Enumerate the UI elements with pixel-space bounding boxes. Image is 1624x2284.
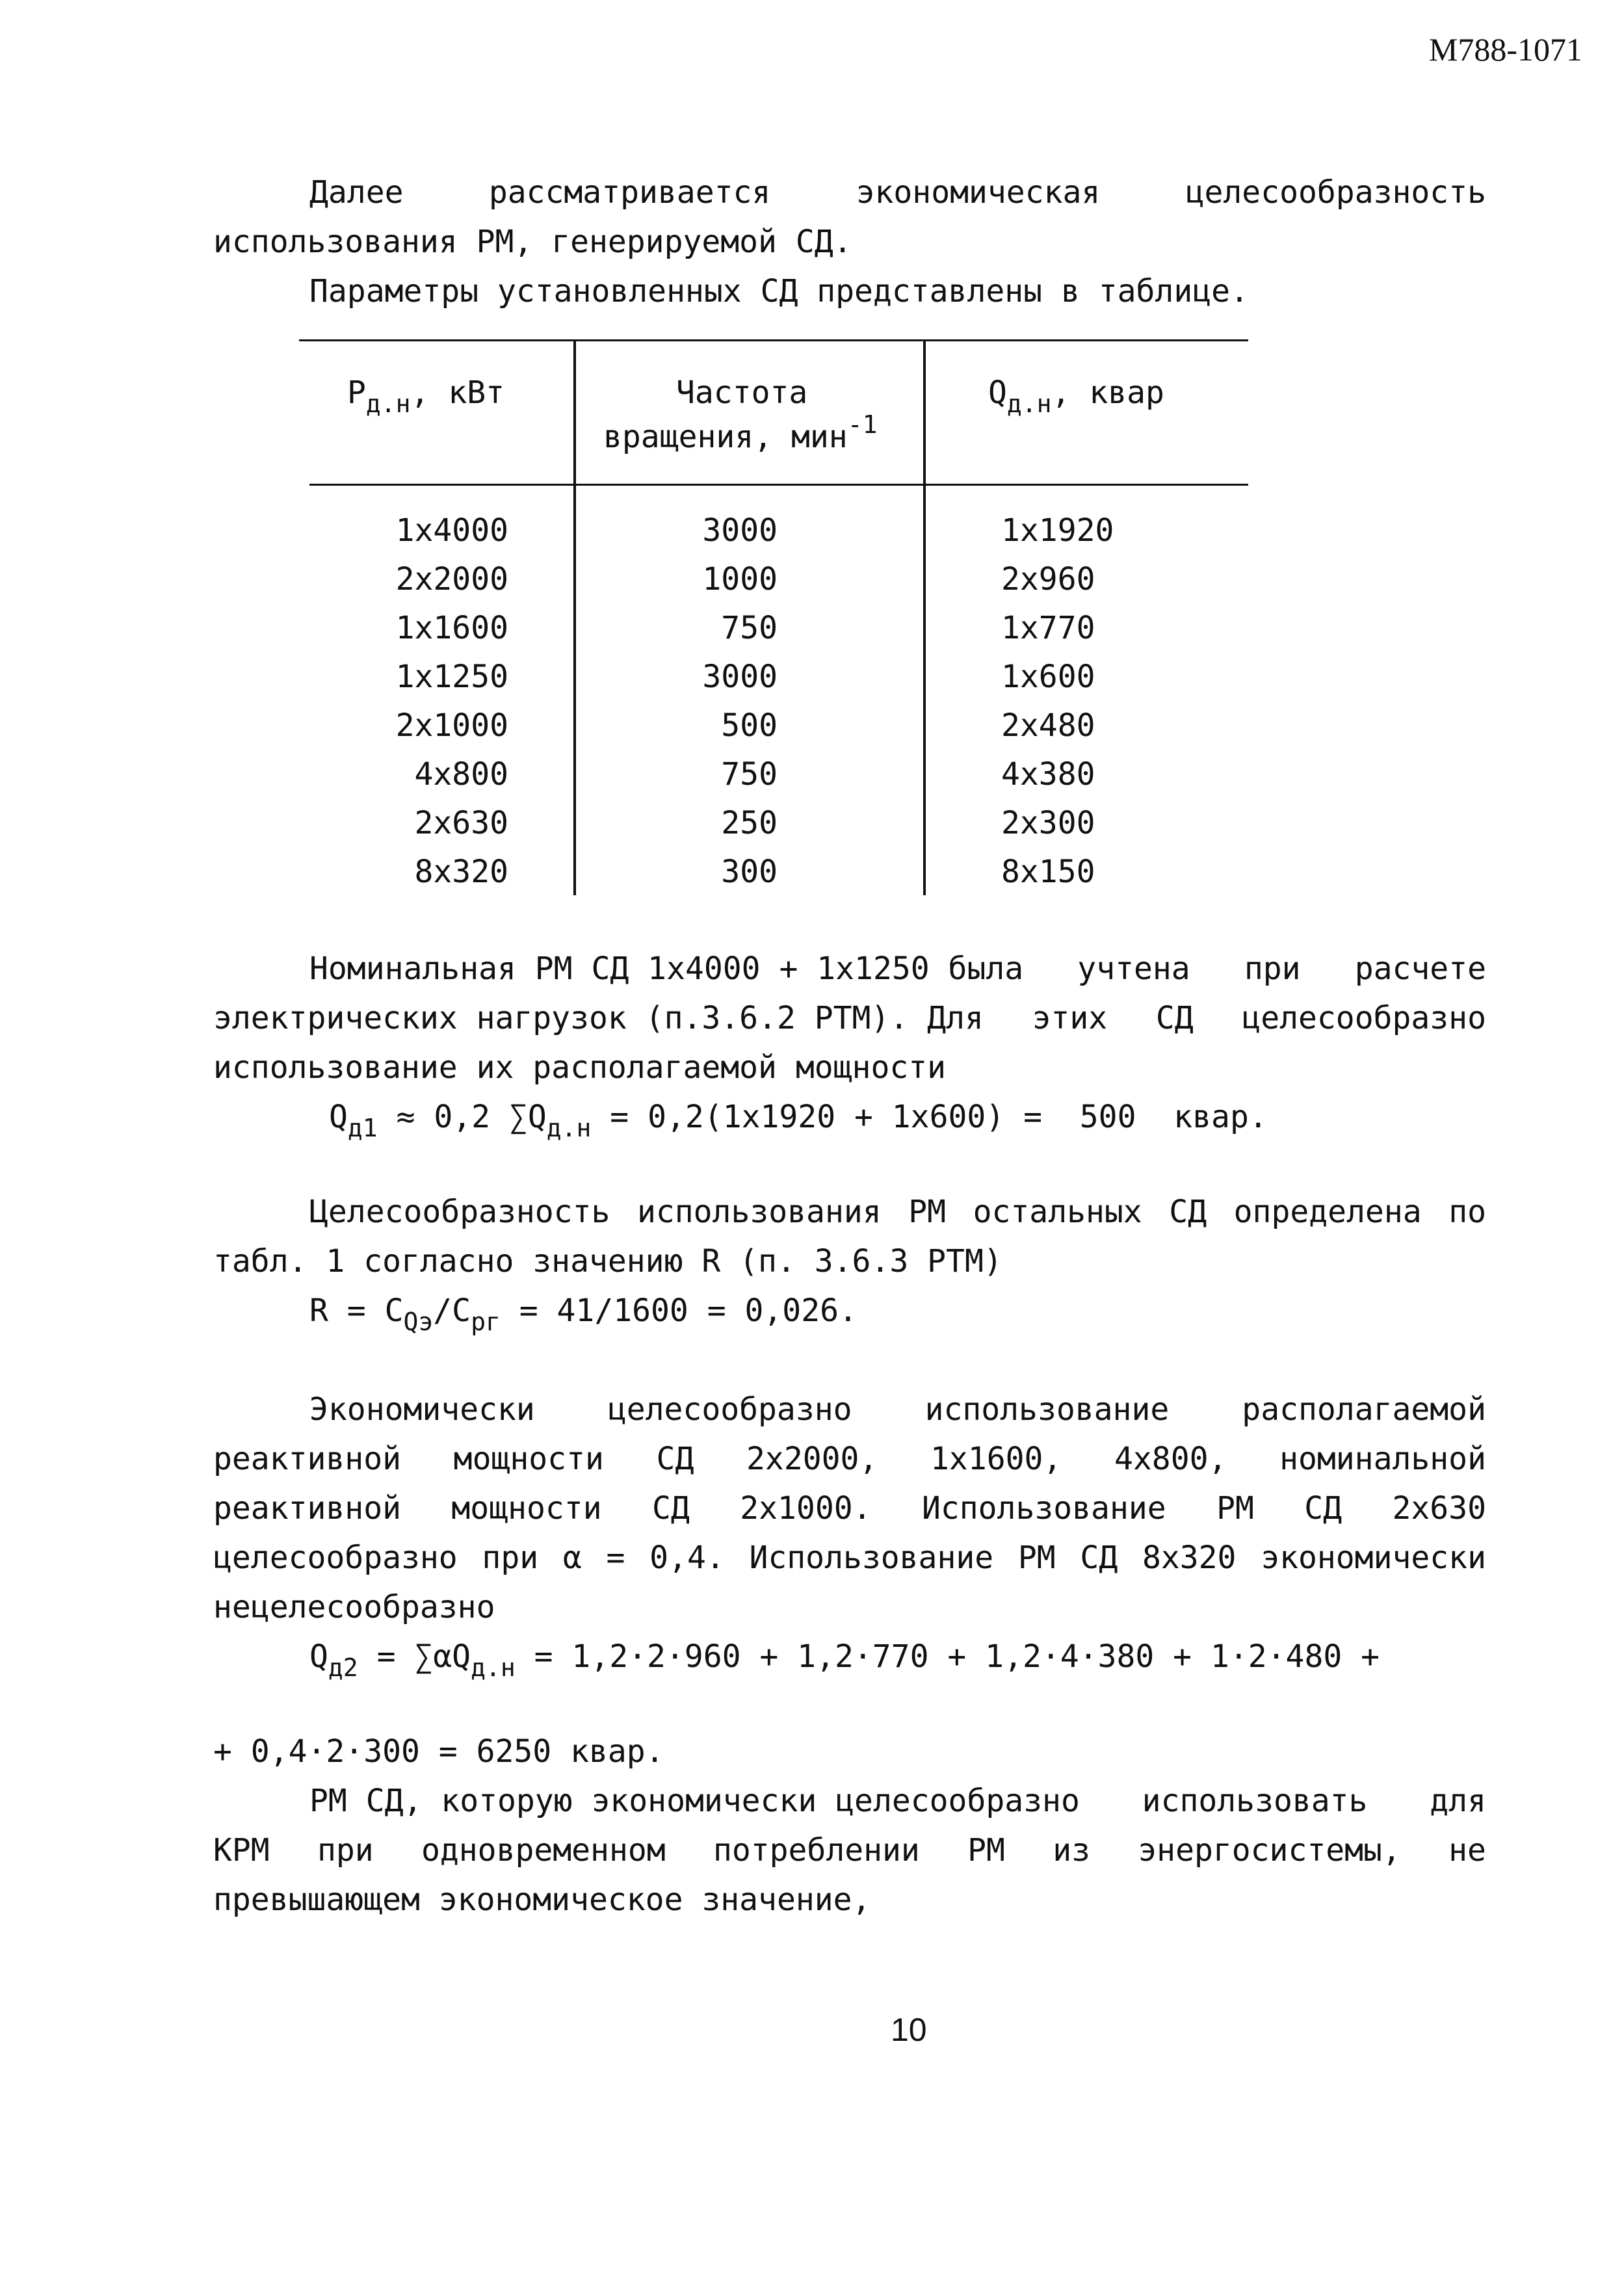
cell-power: 1х1600	[395, 610, 508, 646]
cell-reactive: 2х960	[1001, 561, 1095, 597]
word: СД	[1304, 1490, 1342, 1527]
word: этих	[1032, 1000, 1108, 1036]
phrase: Номинальная РМ СД 1х4000 + 1х1250 была	[309, 951, 1024, 987]
word: рассматривается	[488, 174, 771, 211]
formula-r: $R = C_{Qэ}/C_{рг} = 41/1600 = 0,026$.	[309, 1293, 858, 1336]
page-number: 10	[891, 2012, 927, 2048]
para2-line-1	[309, 944, 1486, 993]
cell-reactive: 1х600	[1001, 659, 1095, 695]
word: Использование	[921, 1490, 1166, 1527]
para4-line-5: нецелесообразно	[213, 1589, 495, 1625]
cell-power: 1х1250	[395, 659, 508, 695]
word: 4х800,	[1114, 1441, 1227, 1477]
word: 0,4.	[649, 1540, 725, 1576]
word: при	[317, 1832, 374, 1869]
word: мощности	[451, 1490, 602, 1527]
table-header-rule	[309, 484, 1248, 486]
cell-frequency: 300	[721, 854, 778, 890]
cell-reactive: 2х480	[1001, 707, 1095, 744]
header-reactive-power: $Q_{д.н}$, квар	[988, 374, 1164, 418]
formula-qd1: $Q_{д1} \approx 0,2$ $\sum Q_{д.н} = 0,2(1х1920 + 1х600) = 500$ квар.	[329, 1099, 1268, 1142]
table-top-rule	[299, 339, 1248, 341]
word: КРМ	[213, 1832, 270, 1869]
header-frequency-line-1: Частота	[676, 374, 808, 411]
cell-reactive: 2х300	[1001, 805, 1095, 841]
word: мощности	[453, 1441, 604, 1477]
word: 1х1600,	[930, 1441, 1062, 1477]
para4-line-4	[213, 1533, 1486, 1582]
word: СД	[652, 1490, 690, 1527]
phrase: РМ СД, которую экономически целесообразно	[309, 1783, 1080, 1819]
para5-line-1	[309, 1776, 1486, 1826]
word: использовать	[1142, 1783, 1368, 1819]
cell-power: 2х1000	[395, 707, 508, 744]
word: Далее	[309, 174, 404, 211]
word: РМ	[1017, 1540, 1056, 1576]
formula-qd2-continuation: + 0,4·2·300 = 6250 квар.	[213, 1733, 664, 1770]
word: по	[1448, 1194, 1486, 1230]
word: СД	[1155, 1000, 1194, 1036]
word: 2х2000,	[746, 1441, 878, 1477]
table-column-divider	[923, 339, 926, 895]
word: располагаемой	[1242, 1391, 1486, 1428]
header-power: $P_{д.н}$, кВт	[347, 374, 505, 418]
word: экономическая	[856, 174, 1101, 211]
table-column-divider	[573, 339, 576, 895]
word: реактивной	[213, 1490, 401, 1527]
phrase: электрических нагрузок (п.3.6.2 РТМ). Для	[213, 1000, 984, 1036]
word: экономически	[1261, 1540, 1486, 1576]
word: не	[1448, 1832, 1486, 1869]
cell-reactive: 1х1920	[1001, 512, 1114, 549]
cell-frequency: 500	[721, 707, 778, 744]
word: 8х320	[1142, 1540, 1237, 1576]
para4-line-1	[309, 1385, 1486, 1434]
word: =	[606, 1540, 625, 1576]
word: остальных	[973, 1194, 1142, 1230]
word: для	[1430, 1783, 1486, 1819]
para2-line-2	[213, 993, 1486, 1043]
word: Использование	[749, 1540, 994, 1576]
word: 2х630	[1392, 1490, 1486, 1527]
word: энергосистемы,	[1138, 1832, 1401, 1869]
cell-reactive: 4х380	[1001, 756, 1095, 793]
cell-frequency: 750	[721, 610, 778, 646]
para4-line-3	[213, 1484, 1486, 1533]
header-frequency-line-2: вращения, мин$^{-1}$	[603, 410, 878, 455]
cell-frequency: 3000	[702, 659, 778, 695]
cell-reactive: 1х770	[1001, 610, 1095, 646]
word: РМ	[967, 1832, 1005, 1869]
cell-power: 1х4000	[395, 512, 508, 549]
intro-line-1	[309, 168, 1486, 217]
word: Целесообразность	[309, 1194, 610, 1230]
word: РМ	[1216, 1490, 1254, 1527]
cell-power: 8х320	[414, 854, 508, 890]
word: целесообразно	[213, 1540, 458, 1576]
word: реактивной	[213, 1441, 401, 1477]
word: одновременном	[421, 1832, 666, 1869]
cell-power: 2х630	[414, 805, 508, 841]
word: определена	[1233, 1194, 1422, 1230]
word: 2х1000.	[740, 1490, 872, 1527]
word: СД	[1080, 1540, 1118, 1576]
cell-frequency: 250	[721, 805, 778, 841]
word: РМ	[908, 1194, 947, 1230]
word: целесообразно	[1242, 1000, 1486, 1036]
formula-qd2: $Q_{д2} = \sum\alpha Q_{д.н} = 1,2\cdot 2\cdot 960 + 1,2\cdot 770 + 1,2\cdot 4\cdot 380 + 1\cdot 2\cdot 480$ +	[309, 1638, 1380, 1682]
word: СД	[656, 1441, 694, 1477]
cell-power: 4х800	[414, 756, 508, 793]
para2-line-3: использование их располагаемой мощности	[213, 1049, 947, 1086]
word: целесообразно	[607, 1391, 852, 1428]
para5-line-3: превышающем экономическое значение,	[213, 1882, 871, 1918]
word: использование	[924, 1391, 1170, 1428]
word: использования	[636, 1194, 882, 1230]
word: потреблении	[713, 1832, 920, 1869]
word: СД	[1169, 1194, 1207, 1230]
intro-line-3: Параметры установленных СД представлены в таблице.	[309, 273, 1249, 309]
para3-line-2: табл. 1 согласно значению R (п. 3.6.3 РТМ)	[213, 1243, 1002, 1280]
para4-line-2	[213, 1434, 1486, 1484]
word: из	[1053, 1832, 1090, 1869]
cell-frequency: 3000	[702, 512, 778, 549]
para5-line-2	[213, 1826, 1486, 1875]
intro-line-2: использования РМ, генерируемой СД.	[213, 224, 852, 260]
word: при	[482, 1540, 539, 1576]
word: Экономически	[309, 1391, 535, 1428]
word: номинальной	[1279, 1441, 1486, 1477]
cell-frequency: 750	[721, 756, 778, 793]
word: при	[1244, 951, 1301, 987]
document-code: М788-1071	[1428, 31, 1582, 68]
word: целесообразность	[1185, 174, 1486, 211]
word: α	[562, 1540, 582, 1576]
cell-reactive: 8х150	[1001, 854, 1095, 890]
word: учтена	[1077, 951, 1190, 987]
word: расчете	[1354, 951, 1486, 987]
cell-frequency: 1000	[702, 561, 778, 597]
para3-line-1	[309, 1187, 1486, 1237]
cell-power: 2х2000	[395, 561, 508, 597]
